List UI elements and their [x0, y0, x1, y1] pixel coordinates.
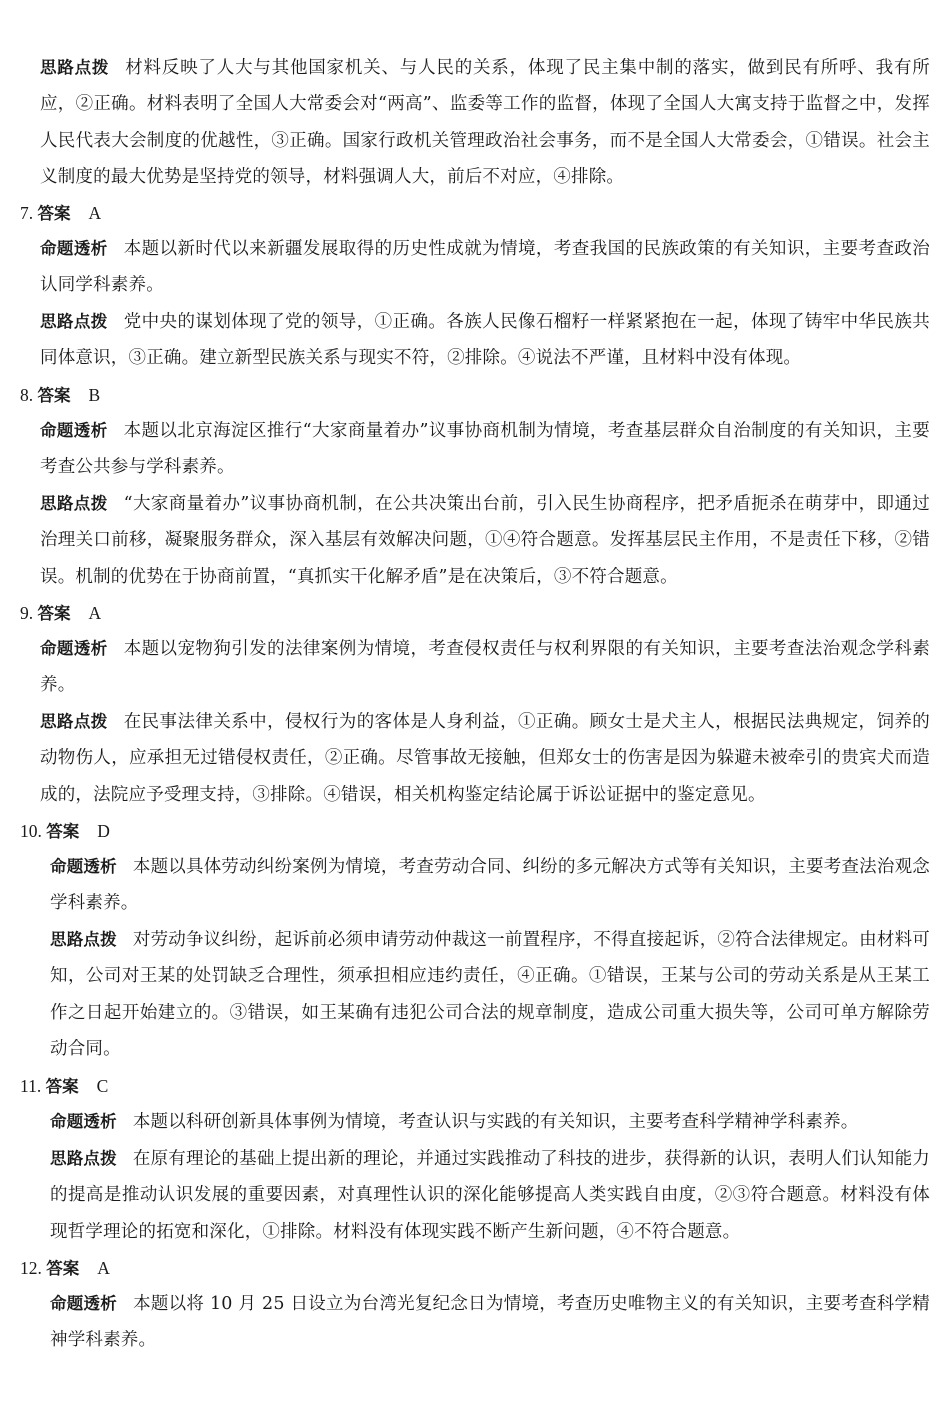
answer-label: 答案 [46, 822, 80, 841]
section-text: 党中央的谋划体现了党的领导，①正确。各族人民像石榴籽一样紧紧抱在一起，体现了铸牢中华民族共同体意识，③正确。建立新型民族关系与现实不符，②排除。④说法不严谨，且材料中没有体现。 [40, 312, 930, 369]
section-label: 命题透析 [40, 639, 108, 658]
question-number: 11. [20, 1076, 42, 1096]
q9-analysis [40, 704, 930, 813]
q8-intent [40, 413, 930, 486]
section-label: 思路点拨 [50, 1149, 117, 1168]
q7-answer-line [20, 195, 101, 232]
section-text: 对劳动争议纠纷，起诉前必须申请劳动仲裁这一前置程序，不得直接起诉，②符合法律规定。由材料可知，公司对王某的处罚缺乏合理性，须承担相应违约责任，④正确。①错误，王某与公司的劳动关系是从王某工作之日起开始建立的。③错误，如王某确有违犯公司合法的规章制度，造成公司重大损失等，公司可单方解除劳动合同。 [50, 930, 930, 1060]
section-label: 思路点拨 [40, 712, 108, 731]
q9-answer-line [20, 595, 101, 632]
section-text: 本题以北京海淀区推行“大家商量着办”议事协商机制为情境，考查基层群众自治制度的有关知识，主要考查公共参与学科素养。 [40, 421, 930, 478]
answer-label: 答案 [37, 386, 71, 405]
q11-intent [50, 1104, 930, 1140]
q8-answer-line [20, 377, 100, 414]
section-text: 本题以将 10 月 25 日设立为台湾光复纪念日为情境，考查历史唯物主义的有关知识，主要考查科学精神学科素养。 [50, 1294, 930, 1351]
question-number: 8. [20, 385, 34, 405]
section-text: 在民事法律关系中，侵权行为的客体是人身利益，①正确。顾女士是犬主人，根据民法典规定，饲养的动物伤人，应承担无过错侵权责任，②正确。尽管事故无接触，但郑女士的伤害是因为躲避未被牵引的贵宾犬而造成的，法院应予受理支持，③排除。④错误，相关机构鉴定结论属于诉讼证据中的鉴定意见。 [40, 712, 930, 805]
question-number: 10. [20, 821, 42, 841]
section-text: 本题以具体劳动纠纷案例为情境，考查劳动合同、纠纷的多元解决方式等有关知识，主要考查法治观念学科素养。 [50, 857, 930, 914]
q12-answer-line [20, 1250, 110, 1287]
question-number: 9. [20, 603, 34, 623]
q6-analysis [40, 50, 930, 196]
section-label: 思路点拨 [40, 312, 108, 331]
section-label: 命题透析 [40, 239, 108, 258]
section-text: 本题以宠物狗引发的法律案例为情境，考查侵权责任与权利界限的有关知识，主要考查法治观念学科素养。 [40, 639, 930, 696]
answer-value: A [97, 1258, 110, 1278]
q8-analysis [40, 486, 930, 595]
answer-value: C [96, 1076, 109, 1096]
section-label: 思路点拨 [50, 930, 117, 949]
answer-value: A [88, 203, 102, 223]
q9-intent [40, 631, 930, 704]
q10-intent [50, 849, 930, 922]
answer-label: 答案 [37, 204, 71, 223]
answer-label: 答案 [37, 604, 71, 623]
answer-label: 答案 [46, 1259, 80, 1278]
question-number: 7. [20, 203, 34, 223]
q7-analysis [40, 304, 930, 377]
section-text: 材料反映了人大与其他国家机关、与人民的关系，体现了民主集中制的落实，做到民有所呼、我有所应，②正确。材料表明了全国人大常委会对“两高”、监委等工作的监督，体现了全国人大寓支持于监督之中，发挥人民代表大会制度的优越性，③正确。国家行政机关管理政治社会事务，而不是全国人大常委会，①错误。社会主义制度的最大优势是坚持党的领导，材料强调人大，前后不对应，④排除。 [40, 58, 930, 188]
section-text: 在原有理论的基础上提出新的理论，并通过实践推动了科技的进步，获得新的认识，表明人们认知能力的提高是推动认识发展的重要因素，对真理性认识的深化能够提高人类实践自由度，②③符合题意。材料没有体现哲学理论的拓宽和深化，①排除。材料没有体现实践不断产生新问题，④不符合题意。 [50, 1149, 930, 1242]
q11-answer-line [20, 1068, 108, 1105]
q7-intent [40, 231, 930, 304]
section-text: 本题以科研创新具体事例为情境，考查认识与实践的有关知识，主要考查科学精神学科素养。 [132, 1112, 859, 1132]
section-text: “大家商量着办”议事协商机制，在公共决策出台前，引入民生协商程序，把矛盾扼杀在萌芽中，即通过治理关口前移，凝聚服务群众，深入基层有效解决问题，①④符合题意。发挥基层民主作用，不是责任下移，②错误。机制的优势在于协商前置，“真抓实干化解矛盾”是在决策后，③不符合题意。 [40, 494, 930, 587]
question-number: 12. [20, 1258, 42, 1278]
answer-value: D [97, 821, 110, 841]
answer-label: 答案 [45, 1077, 79, 1096]
q12-intent [50, 1286, 930, 1359]
q10-analysis [50, 922, 930, 1068]
q10-answer-line [20, 813, 110, 850]
section-label: 命题透析 [40, 421, 108, 440]
q11-analysis [50, 1141, 930, 1250]
section-label: 思路点拨 [40, 58, 110, 77]
section-label: 命题透析 [50, 1294, 118, 1313]
answer-value: A [88, 603, 102, 623]
section-label: 命题透析 [50, 1112, 117, 1131]
section-text: 本题以新时代以来新疆发展取得的历史性成就为情境，考查我国的民族政策的有关知识，主要考查政治认同学科素养。 [40, 239, 930, 296]
section-label: 命题透析 [50, 857, 117, 876]
q12-intent-clip [50, 1286, 930, 1351]
section-label: 思路点拨 [40, 494, 108, 513]
answer-value: B [88, 385, 101, 405]
